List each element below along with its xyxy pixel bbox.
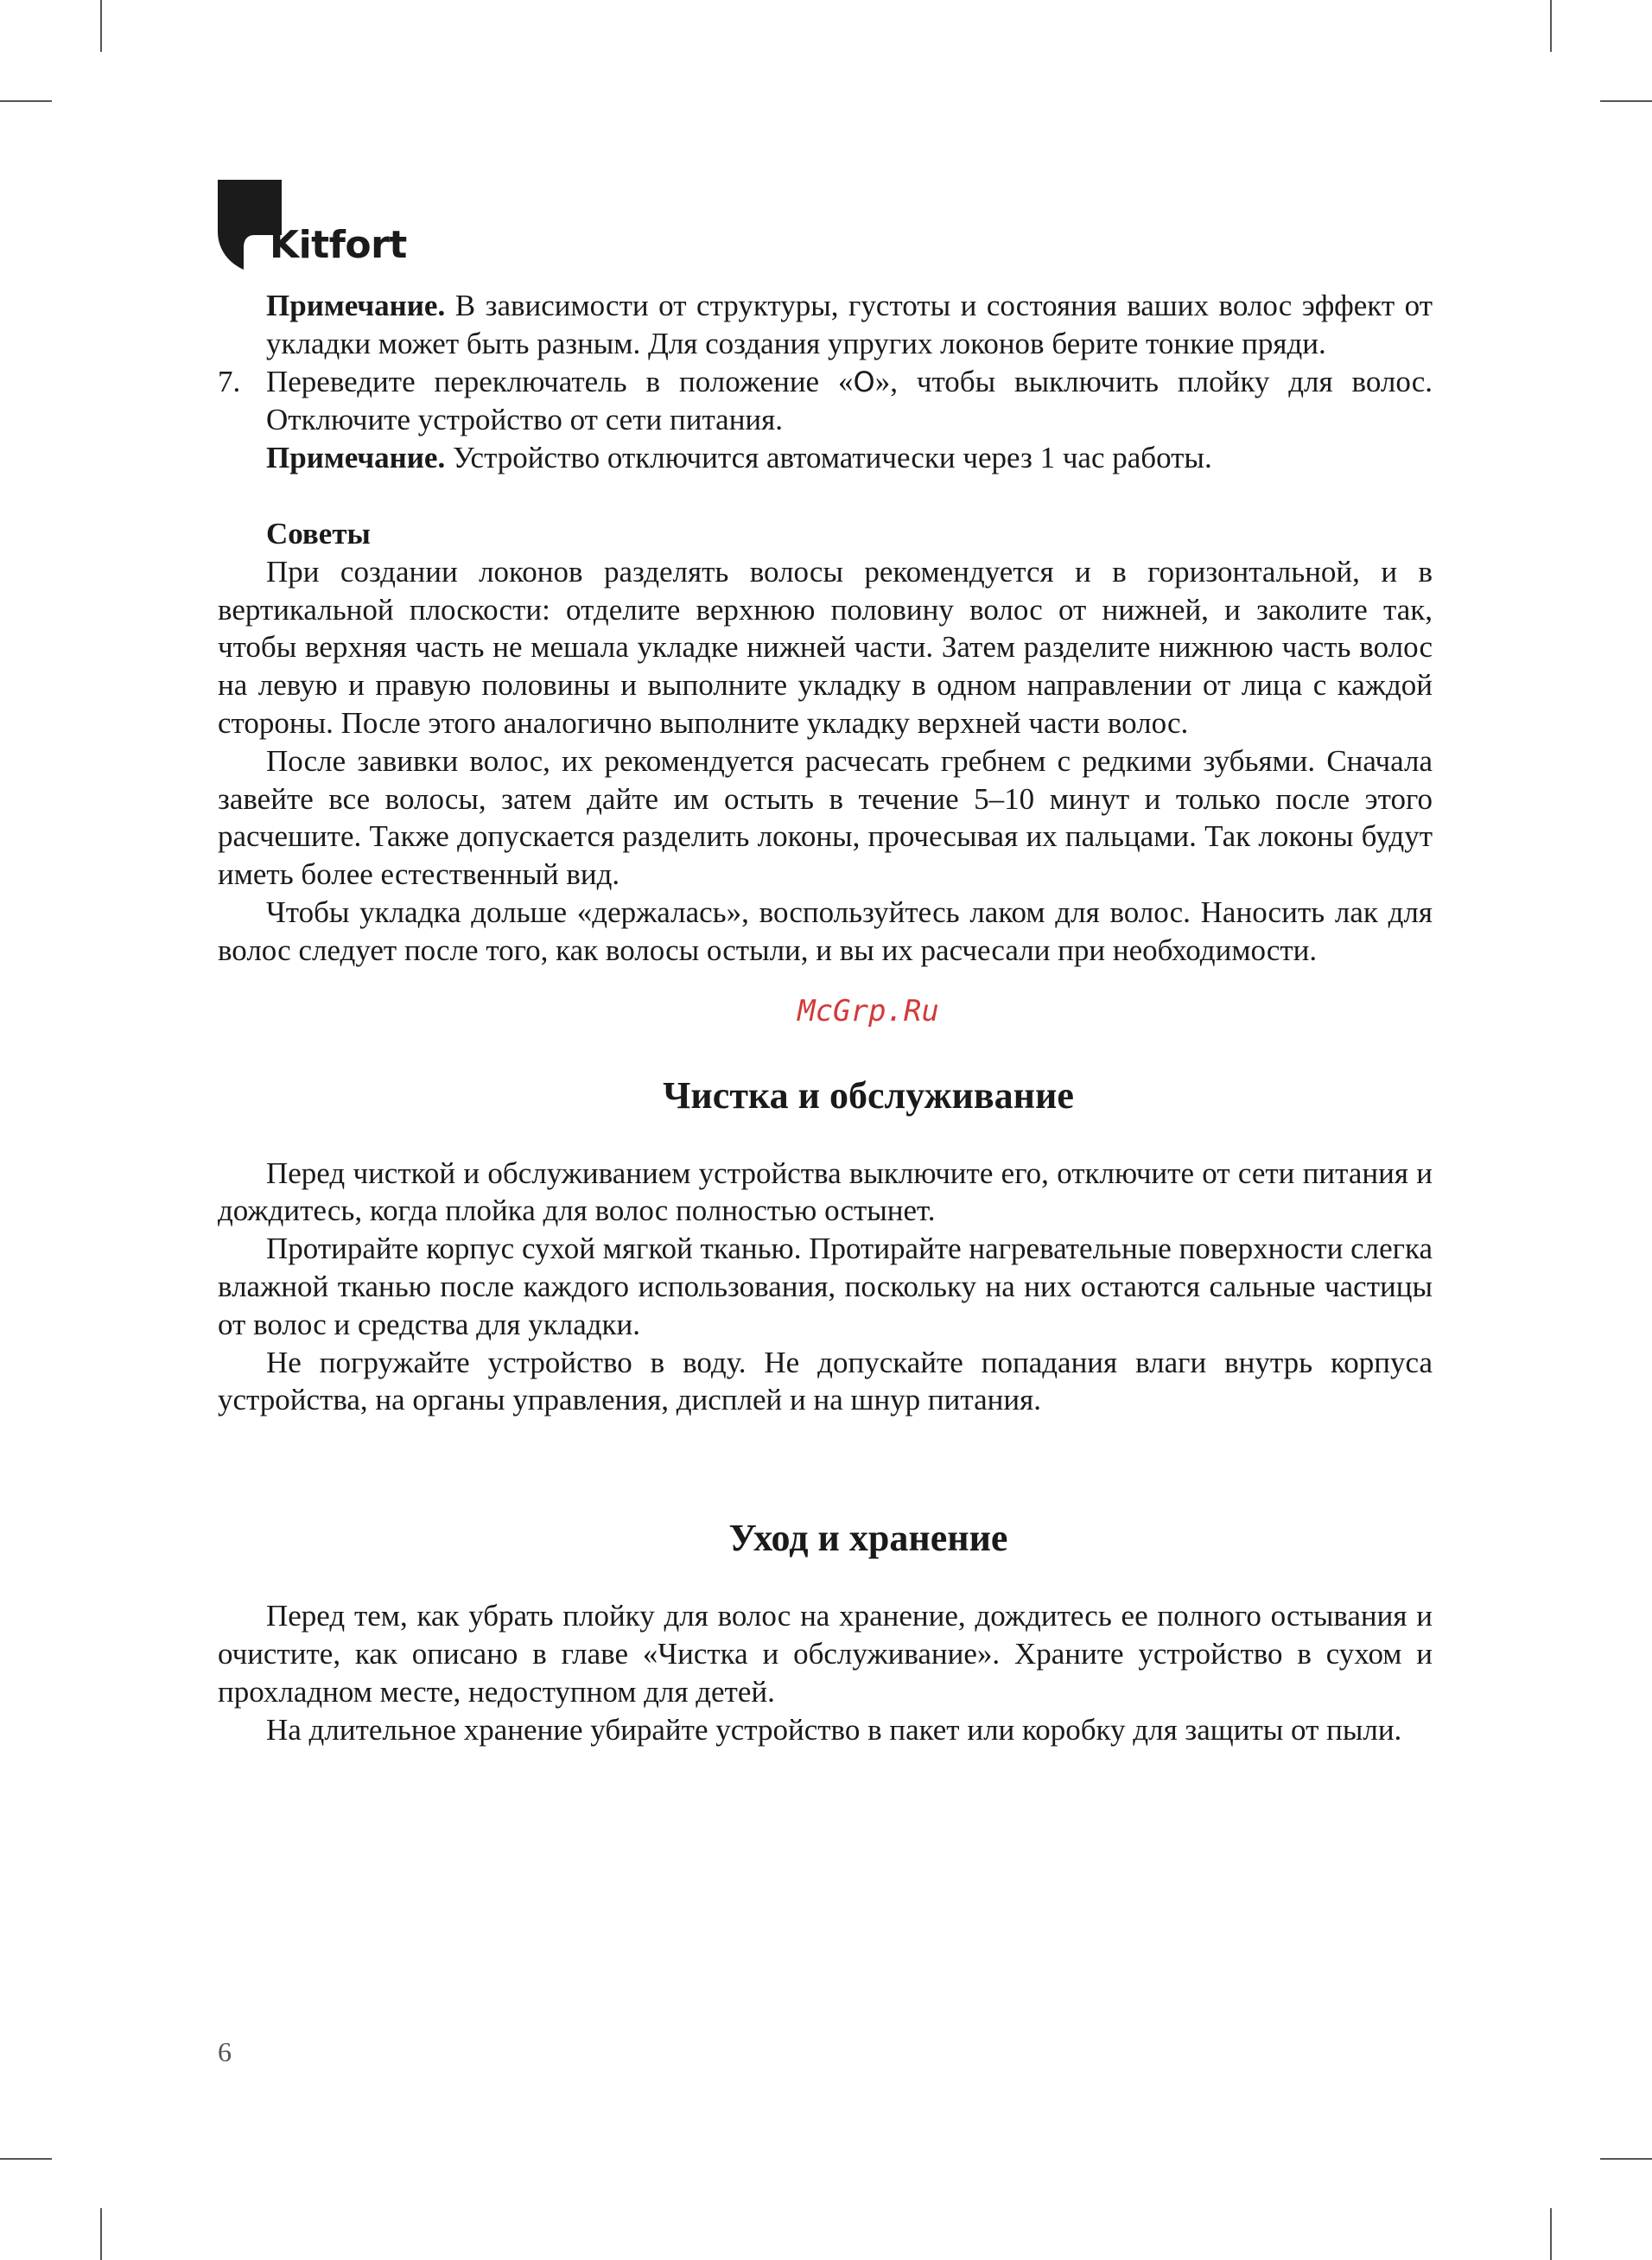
crop-mark-left-bottom	[0, 2158, 52, 2160]
step-number: 7.	[218, 364, 241, 398]
step-text-start: Переведите переключатель в положение «	[266, 364, 854, 398]
note-paragraph-2	[266, 439, 1433, 477]
brand-logo	[218, 180, 442, 271]
page-content	[218, 287, 1433, 1748]
crop-mark-top-left	[100, 0, 102, 52]
storage-paragraph-2: На длительное хранение убирайте устройство в пакет или коробку для защиты от пыли.	[266, 1712, 1402, 1747]
step-text-end: », чтобы выключить плойку для волос. Отключите устройство от сети питания.	[266, 364, 1433, 437]
crop-mark-bottom-right	[1550, 2208, 1552, 2260]
tips-paragraph-2: После завивки волос, их рекомендуется расчесать гребнем с редкими зубьями. Сначала завейте все волосы, затем дайте им остыть в течение 5–10 минут и только после этого расчешите. Также допускается разделить локоны, прочесывая их пальцами. Так локоны будут иметь более естественный вид.	[218, 743, 1433, 892]
cleaning-paragraph-2: Протирайте корпус сухой мягкой тканью. Протирайте нагревательные поверхности слегка влажной тканью после каждого использования, поскольку на них остаются сальные частицы от волос и средства для укладки.	[218, 1232, 1433, 1341]
tips-paragraph-1: При создании локонов разделять волосы рекомендуется и в горизонтальной, и в вертикальной плоскости: отделите верхнюю половину волос от нижней, и заколите так, чтобы верхняя часть не мешала укладке нижней части. Затем разделите нижнюю часть волос на левую и правую половины и выполните укладку в одном направлении от лица с каждой стороны. После этого аналогично выполните укладку верхней части волос.	[218, 554, 1433, 740]
crop-mark-right-top	[1600, 100, 1652, 102]
numbered-step-7	[218, 363, 1433, 477]
tips-paragraph-3: Чтобы укладка дольше «держалась», воспользуйтесь лаком для волос. Наносить лак для волос следует после того, как волосы остыли, и вы их расчесали при необходимости.	[218, 894, 1433, 967]
note-text-2: Устройство отключится автоматически через 1 час работы.	[445, 441, 1212, 475]
storage-section-title: Уход и хранение	[728, 1517, 1008, 1560]
tips-heading	[218, 515, 1433, 553]
crop-mark-left-top	[0, 100, 52, 102]
tips-heading-text: Советы	[266, 516, 371, 551]
cleaning-paragraph-1: Перед чисткой и обслуживанием устройства выключите его, отключите от сети питания и дождитесь, когда плойка для волос полностью остынет.	[218, 1155, 1433, 1228]
note-paragraph	[218, 287, 1433, 363]
crop-mark-top-right	[1550, 0, 1552, 52]
step-text	[266, 363, 1433, 440]
power-off-symbol: O	[853, 365, 875, 398]
page-number: 6	[218, 2036, 232, 2067]
watermark: McGrp.Ru	[797, 993, 939, 1028]
crop-mark-right-bottom	[1600, 2158, 1652, 2160]
note-label: Примечание.	[266, 289, 446, 322]
brand-name: Kitfort	[270, 223, 407, 267]
cleaning-section-title: Чистка и обслуживание	[663, 1073, 1074, 1117]
cleaning-paragraph-3: Не погружайте устройство в воду. Не допускайте попадания влаги внутрь корпуса устройства, на органы управления, дисплей и на шнур питания.	[218, 1345, 1433, 1417]
crop-mark-bottom-left	[100, 2208, 102, 2260]
note-text: В зависимости от структуры, густоты и состояния ваших волос эффект от укладки может быть разным. Для создания упругих локонов берите тонкие пряди.	[266, 289, 1433, 360]
note-label-2: Примечание.	[266, 441, 446, 475]
storage-paragraph-1: Перед тем, как убрать плойку для волос на хранение, дождитесь ее полного остывания и очистите, как описано в главе «Чистка и обслуживание». Храните устройство в сухом и прохладном месте, недоступном для детей.	[218, 1599, 1433, 1709]
